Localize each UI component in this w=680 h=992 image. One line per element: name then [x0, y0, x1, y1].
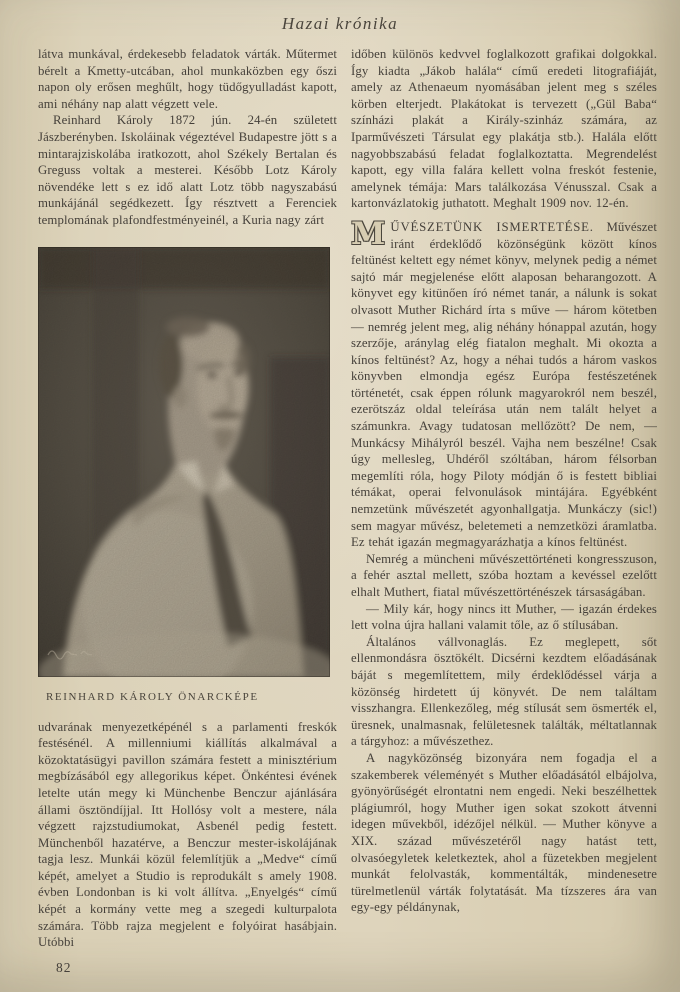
article-lead-text: Művészet iránt érdeklődő közönségünk között kínos feltünést keltett egy német könyv, melynek pedig a német sajtó már megjelenése előtt alaposan beharangozott. A könyvet egy kitünően író német tanár, a nálunk is sokat olvasott Muther Richárd írta s műve — három kötetben — nemrég jelent meg, alig néhány hónappal azután, hogy szerzője, aránylag elég fiatalon meghalt. Mi okozta a kínos feltünést? Az, hogy a néhai tudós a három vaskos könyvben elmondja egész Európa festészetének történetét, csak éppen rólunk magyarokról nem beszél, ezerötszáz oldal teleírása után nem talált helyet a számunkra. Avagy tudatosan mellőzött? De nem, — Munkácsy Mihályról beszél. Vajha nem beszélne! Csak úgy mellesleg, Uhdéről szóltában, három félsorban megemlíti róla, hogy Piloty módján ő is festett bibliai témákat, operai felvonulások mintájára. Egyébként nemzetünk művészetét agyonhallgatja. Munkáczy (sic!) sem magyar művész, beletemeti a nemzetközi áramlatba. Ez tehát igazán megmagyarázhatja a kínos feltünést. [351, 219, 657, 550]
right-column [351, 46, 657, 951]
portrait-caption: REINHARD KÁROLY ÖNARCKÉPE [46, 690, 259, 703]
article-lead-paragraph [351, 215, 657, 551]
body-paragraph: A nagyközönség bizonyára nem fogadja el a szakemberek véleményét s Muther előadásától elbájolva, gyönyörűségét elrontatni nem engedi. Neki beszélhettek plágiumról, hogy Muther igen sokat szokott átvenni idegen művekből, idézőjel nélkül. — Muther könyve a XIX. század művészetéről nagy hatást tett, olvasóegyletek keletkeztek, ahol a füzetekben megjelent munkát felolvasták, kommentálták, mindenesetre türelmetlenül várták folytatását. Ma tízszeres ára van egy-egy példánynak, [351, 750, 657, 915]
self-portrait-painting [38, 247, 330, 677]
dropcap-initial: M [351, 215, 386, 252]
article-title: ŰVÉSZETÜNK ISMERTETÉSE. [390, 219, 594, 234]
body-paragraph: Általános vállvonaglás. Ez meglepett, sőt ellenmondásra ösztökélt. Dicsérni kezdtem előadásának báját s megemlítettem, mily érdeklődéssel várja a közönség hirdetett új könyvét. De nem találtam visszhangra. Ellenkezőleg, még stílusát sem ösmerték el, üresnek, unalmasnak, felületesnek találták, méltatlannak a tárgyhoz: a művészethez. [351, 634, 657, 749]
body-paragraph: látva munkával, érdekesebb feladatok várták. Műtermet bérelt a Kmetty-utcában, ahol munkaközben egy őszi napon oly erősen meghűlt, hogy tüdőgyulladást kapott, ami néhány nap alatt végzett vele. [38, 47, 337, 111]
portrait-figure [38, 247, 337, 703]
body-paragraph: Reinhard Károly 1872 jún. 24-én született Jászberényben. Iskoláinak végeztével Budapestre jött s a mintarajziskolába iratkozott, ahol Székely Bertalan és Greguss voltak a mesterei. Később Lotz Károly növendéke lett s ez idő alatt Lotz több nagyszabású munkájánál segédkezett. Így résztvett a Ferenciek templomának plafondfestményeinél, a Kuria nagy zárt [38, 113, 337, 227]
two-column-layout [38, 46, 657, 951]
body-paragraph: — Mily kár, hogy nincs itt Muther, — igazán érdekes lett volna újra hallani valamit tőle, az ő stílusában. [351, 601, 657, 633]
body-paragraph: Nemrég a müncheni művészettörténeti kongresszuson, a fehér asztal mellett, szóba hoztam a kevéssel ezelőtt elhalt Muthert, fiatal művészettörténészek társaságában. [351, 551, 657, 599]
body-paragraph: udvarának menyezetképénél s a parlamenti freskók festésénél. A millenniumi kiállítás alkalmával a közoktatásügyi pavillon számára festett a minisztérium megbízásából egy allegorikus képet. Önkéntesi évének letelte után megy ki Münchenbe Benczur ajánlására állami ösztöndíjjal. Itt Hollósy volt a mestere, nála végzett rajzstudiumokat, Asbenél pedig festett. Münchenből hazatérve, a Benczur mester-iskolájának tagja lesz. Munkái közül felemlítjük a „Medve“ című képét, amelyet a Studio is reprodukált s amely 1908. évben Londonban is ki volt állítva. „Enyelgés“ című képét a kormány vette meg a szegedi kulturpalota számára. Több rajza megjelent e folyóirat hasábjain. Utóbbi [38, 719, 337, 950]
portrait-image [38, 247, 330, 677]
page-number: 82 [56, 960, 72, 975]
left-column [38, 46, 337, 951]
body-paragraph: időben különös kedvvel foglalkozott grafikai dolgokkal. Így kiadta „Jákob halála“ című eredeti litografiáját, amely az Athenaeum nyomásában jelent meg s széles körben elterjedt. Plakátokat is tervezett („Gül Baba“ színházi plakát a Király-szinház számára, az Iparművészeti Társulat egy plakátja stb.). Halála előtt nagyobbszabású feladat foglalkoztatta. Megrendelést kapott, egy villa falára kellett volna freskót festenie, amelynek témája: Mars találkozása Vénusszal. Csak a kartonvázlatokig juthatott. Meghalt 1909 nov. 12-én. [351, 47, 657, 211]
running-head: Hazai krónika [281, 14, 399, 33]
